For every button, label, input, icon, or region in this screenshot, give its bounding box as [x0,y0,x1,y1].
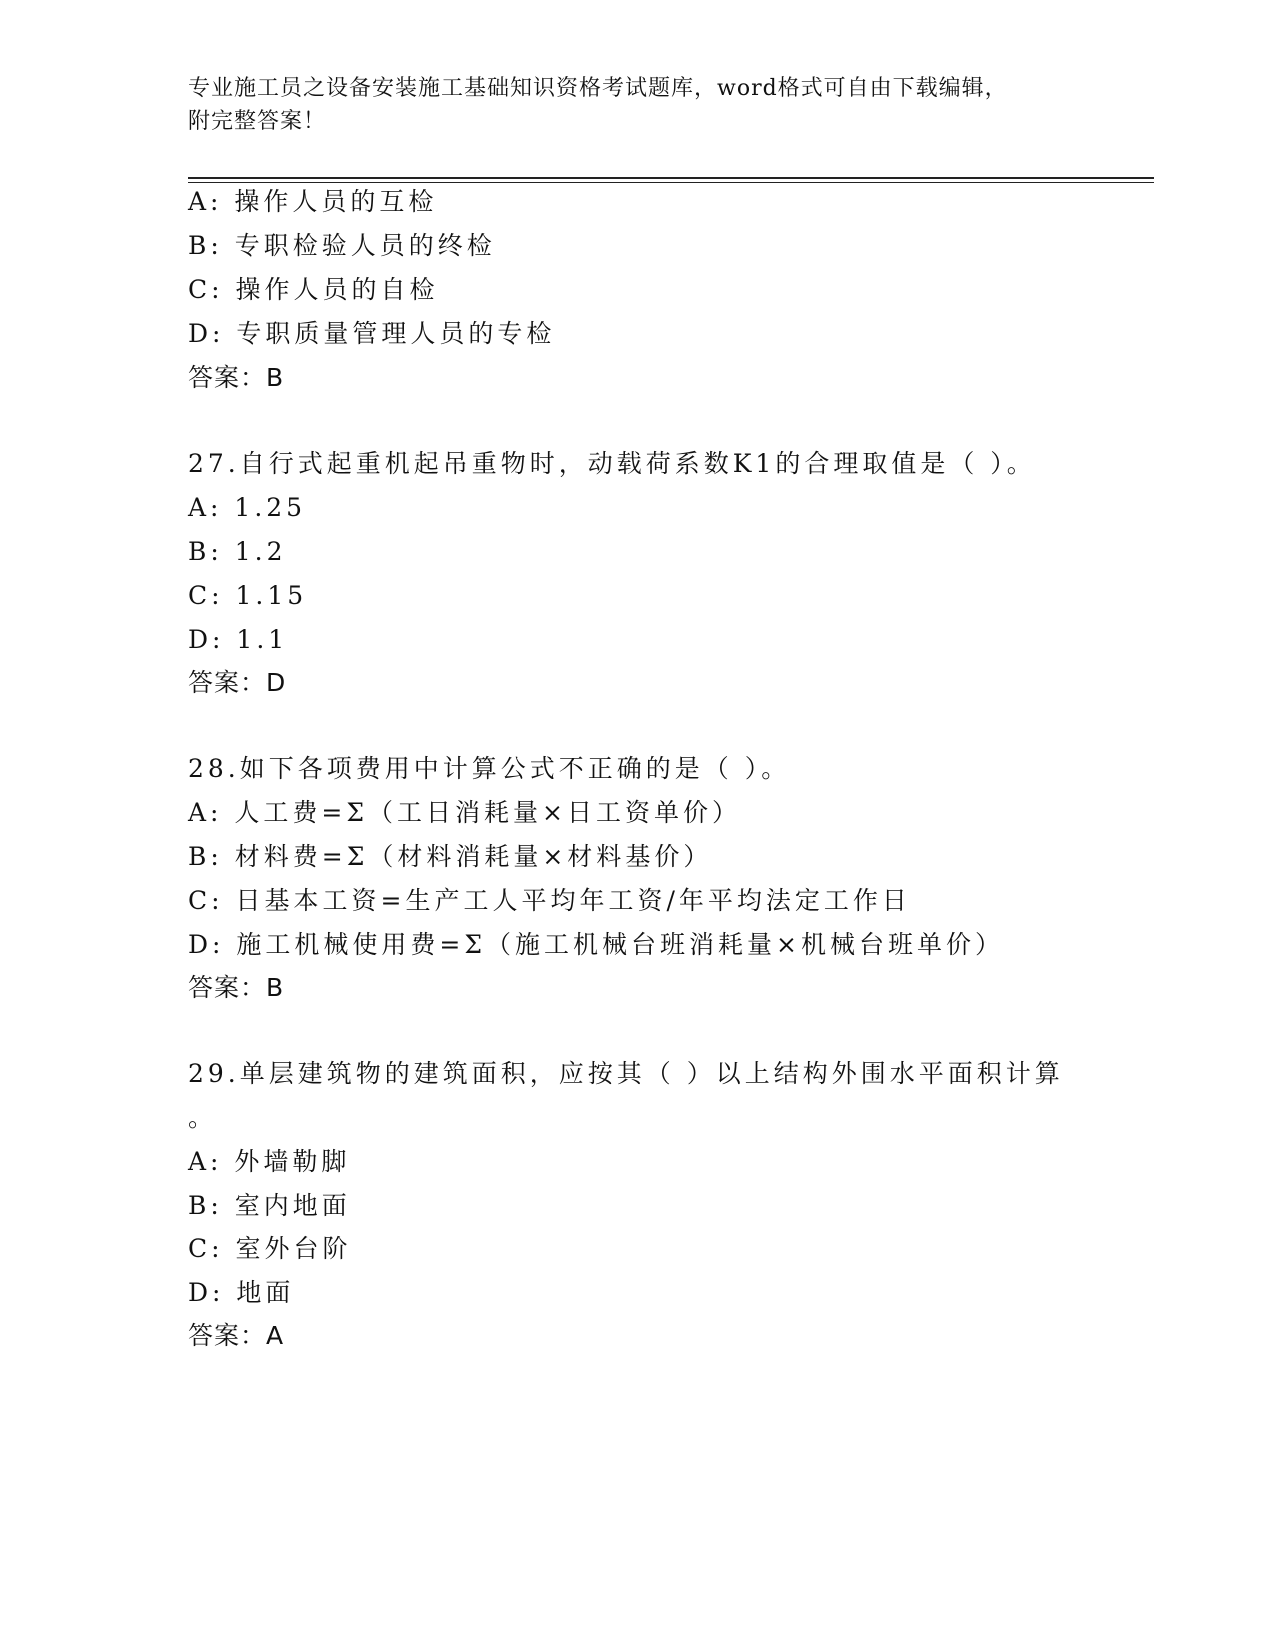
q28-option-b: B: 材料费=Σ（材料消耗量×材料基价） [188,842,713,871]
q28-option-d: D: 施工机械使用费=Σ（施工机械台班消耗量×机械台班单价） [188,930,1004,959]
q26-answer: 答案：B [188,363,285,392]
q28-answer: 答案：B [188,973,285,1002]
q29-question-line-2: 。 [188,1103,218,1132]
header-line-1: 专业施工员之设备安装施工基础知识资格考试题库，word格式可自由下载编辑， [188,76,1008,101]
q26-option-c: C: 操作人员的自检 [188,275,439,304]
q29-option-d: D: 地面 [188,1278,295,1307]
header-divider-thick [188,177,1154,179]
header-line-2: 附完整答案！ [188,109,327,134]
q27-option-d: D: 1.1 [188,625,289,654]
document-header [188,72,1068,138]
q26-option-a: A: 操作人员的互检 [188,187,438,216]
q29-option-b: B: 室内地面 [188,1191,351,1220]
q26-option-d: D: 专职质量管理人员的专检 [188,319,556,348]
q29-question-line-1: 29.单层建筑物的建筑面积，应按其（ ）以上结构外围水平面积计算 [188,1059,1064,1088]
q26-option-b: B: 专职检验人员的终检 [188,231,496,260]
q28-question: 28.如下各项费用中计算公式不正确的是（ ）。 [188,754,791,783]
q27-answer: 答案：D [188,668,287,697]
q27-question: 27.自行式起重机起吊重物时，动载荷系数K1的合理取值是（ ）。 [188,449,1036,478]
q29-answer: 答案：A [188,1321,285,1350]
q28-option-a: A: 人工费=Σ（工日消耗量×日工资单价） [188,798,741,827]
q27-option-c: C: 1.15 [188,581,308,610]
q29-option-a: A: 外墙勒脚 [188,1147,351,1176]
q27-option-a: A: 1.25 [188,493,307,522]
q28-option-c: C: 日基本工资=生产工人平均年工资/年平均法定工作日 [188,886,911,915]
q29-option-c: C: 室外台阶 [188,1234,352,1263]
q27-option-b: B: 1.2 [188,537,287,566]
header-divider-thin [188,182,1154,183]
